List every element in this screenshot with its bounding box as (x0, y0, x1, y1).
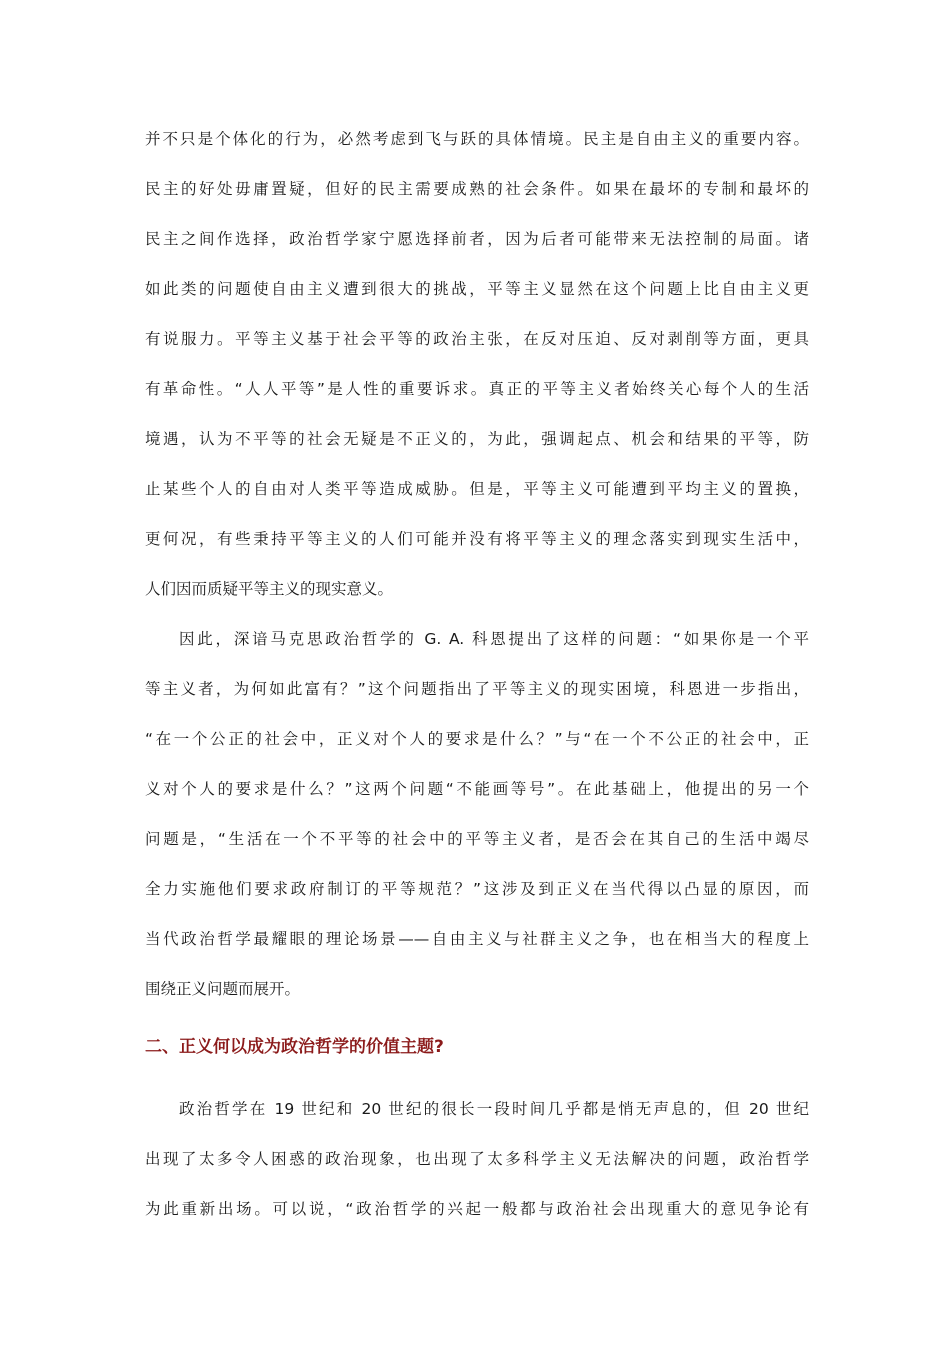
text-line: 政治哲学在 19 世纪和 20 世纪的很长一段时间几乎都是悄无声息的，但 20 世纪 (179, 1100, 809, 1118)
text-line: 境遇，认为不平等的社会无疑是不正义的，为此，强调起点、机会和结果的平等，防 (145, 430, 809, 448)
paragraph-1 (145, 121, 809, 621)
text-line: 义对个人的要求是什么？”这两个问题“不能画等号”。在此基础上，他提出的另一个 (145, 780, 809, 798)
section-heading-block (145, 1021, 809, 1091)
text-line: 当代政治哲学最耀眼的理论场景——自由主义与社群主义之争，也在相当大的程度上 (145, 930, 809, 948)
text-line: 出现了太多令人困惑的政治现象，也出现了太多科学主义无法解决的问题，政治哲学 (145, 1150, 809, 1168)
text-line: 更何况，有些秉持平等主义的人们可能并没有将平等主义的理念落实到现实生活中， (145, 530, 809, 548)
text-line: 并不只是个体化的行为，必然考虑到飞与跃的具体情境。民主是自由主义的重要内容。 (145, 130, 809, 148)
text-line: 为此重新出场。可以说，“政治哲学的兴起一般都与政治社会出现重大的意见争论有 (145, 1200, 809, 1218)
paragraph-3 (145, 1091, 809, 1241)
text-line: “在一个公正的社会中，正义对个人的要求是什么？”与“在一个不公正的社会中，正 (145, 730, 809, 748)
text-line: 民主之间作选择，政治哲学家宁愿选择前者，因为后者可能带来无法控制的局面。诸 (145, 230, 809, 248)
text-line: 问题是，“生活在一个不平等的社会中的平等主义者，是否会在其自己的生活中竭尽 (145, 830, 809, 848)
text-line: 有说服力。平等主义基于社会平等的政治主张，在反对压迫、反对剥削等方面，更具 (145, 330, 809, 348)
section-heading: 二、正义何以成为政治哲学的价值主题? (145, 1037, 444, 1057)
text-line: 止某些个人的自由对人类平等造成威胁。但是，平等主义可能遭到平均主义的置换， (145, 480, 809, 498)
document-page (145, 121, 809, 1241)
text-line: 有革命性。“人人平等”是人性的重要诉求。真正的平等主义者始终关心每个人的生活 (145, 380, 809, 398)
paragraph-2 (145, 621, 809, 1021)
text-line: 人们因而质疑平等主义的现实意义。 (145, 580, 394, 598)
text-line: 因此，深谙马克思政治哲学的 G. A. 科恩提出了这样的问题：“如果你是一个平 (179, 630, 809, 648)
text-line: 围绕正义问题而展开。 (145, 980, 301, 998)
text-line: 等主义者，为何如此富有？”这个问题指出了平等主义的现实困境，科恩进一步指出， (145, 680, 809, 698)
text-line: 如此类的问题使自由主义遭到很大的挑战，平等主义显然在这个问题上比自由主义更 (145, 280, 809, 298)
text-line: 全力实施他们要求政府制订的平等规范？”这涉及到正义在当代得以凸显的原因，而 (145, 880, 809, 898)
text-line: 民主的好处毋庸置疑，但好的民主需要成熟的社会条件。如果在最坏的专制和最坏的 (145, 180, 809, 198)
